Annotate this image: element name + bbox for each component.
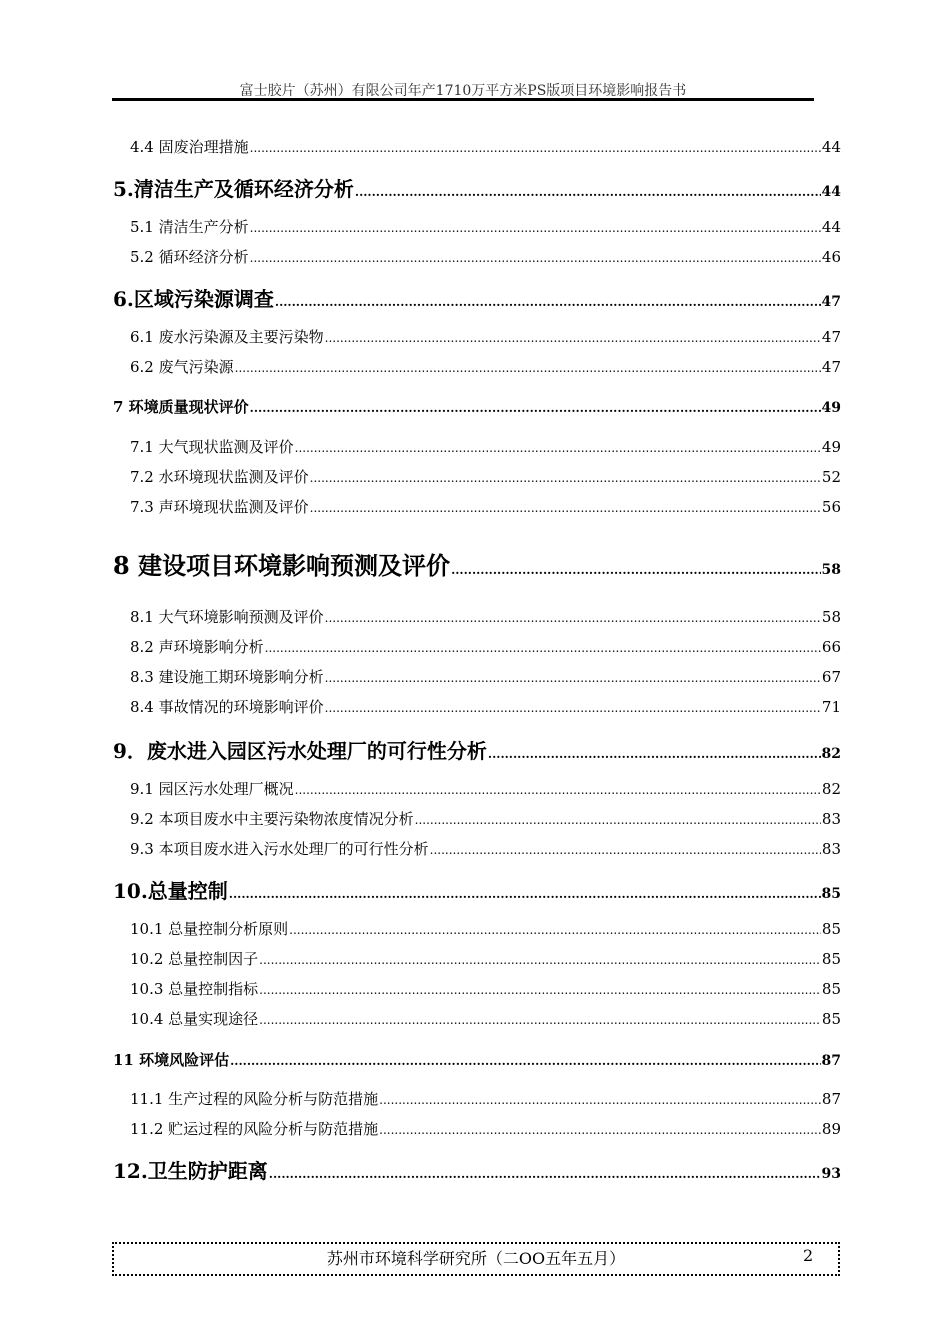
toc-entry[interactable]: [130, 1088, 841, 1109]
toc-entry[interactable]: [130, 948, 841, 969]
toc-entry-label: 8.1 大气环境影响预测及评价: [130, 608, 324, 626]
toc-entry[interactable]: [130, 356, 841, 377]
dot-leader: [289, 923, 821, 937]
toc-chapter[interactable]: [113, 396, 841, 417]
toc-entry-page: 71: [821, 698, 841, 716]
toc-chapter-label: 7 环境质量现状评价: [113, 398, 249, 416]
toc-entry[interactable]: [130, 1008, 841, 1029]
toc-entry-page: 56: [821, 498, 841, 516]
toc-chapter-page: 44: [821, 184, 841, 200]
dot-leader: [415, 813, 821, 827]
toc-entry-page: 47: [821, 358, 841, 376]
toc-entry-page: 44: [821, 138, 841, 156]
dot-leader: [250, 401, 821, 415]
page-number: 2: [803, 1246, 814, 1265]
toc-entry-label: 10.1 总量控制分析原则: [130, 920, 289, 938]
toc-chapter[interactable]: [113, 283, 841, 312]
toc-chapter-page: 93: [821, 1166, 841, 1182]
toc-entry-page: 85: [821, 980, 841, 998]
document-title: 富士胶片（苏州）有限公司年产1710万平方米PS版项目环境影响报告书: [239, 83, 687, 99]
toc-chapter-label: 10.总量控制: [113, 879, 228, 903]
toc-entry-label: 10.3 总量控制指标: [130, 980, 259, 998]
toc-entry-label: 8.4 事故情况的环境影响评价: [130, 698, 324, 716]
toc-chapter-label: 9．废水进入园区污水处理厂的可行性分析: [113, 739, 487, 763]
toc-entry-page: 67: [821, 668, 841, 686]
dot-leader: [295, 441, 821, 455]
dot-leader: [379, 1093, 821, 1107]
toc-entry[interactable]: [130, 778, 841, 799]
toc-entry-label: 11.2 贮运过程的风险分析与防范措施: [130, 1120, 379, 1138]
toc-entry-page: 83: [821, 810, 841, 828]
toc-entry[interactable]: [130, 918, 841, 939]
toc-entry[interactable]: [130, 216, 841, 237]
dot-leader: [259, 983, 821, 997]
toc-entry-page: 82: [821, 780, 841, 798]
dot-leader: [355, 185, 821, 199]
toc-entry-label: 9.1 园区污水处理厂概况: [130, 780, 294, 798]
toc-entry[interactable]: [130, 496, 841, 517]
dot-leader: [310, 501, 821, 515]
toc-entry-label: 9.2 本项目废水中主要污染物浓度情况分析: [130, 810, 414, 828]
toc-entry-page: 58: [821, 608, 841, 626]
toc-entry-page: 49: [821, 438, 841, 456]
toc-entry[interactable]: [130, 808, 841, 829]
toc-entry[interactable]: [130, 1118, 841, 1139]
toc-entry-page: 52: [821, 468, 841, 486]
toc-chapter-page: 58: [821, 562, 841, 578]
dot-leader: [259, 953, 821, 967]
dot-leader: [451, 563, 820, 577]
dot-leader: [250, 141, 821, 155]
dot-leader: [379, 1123, 821, 1137]
toc-entry-page: 85: [821, 920, 841, 938]
toc-entry-page: 87: [821, 1090, 841, 1108]
toc-entry-page: 85: [821, 950, 841, 968]
toc-entry-label: 6.1 废水污染源及主要污染物: [130, 328, 324, 346]
toc-entry[interactable]: [130, 696, 841, 717]
toc-entry-page: 46: [821, 248, 841, 266]
dot-leader: [269, 1167, 821, 1181]
toc-entry[interactable]: [130, 246, 841, 267]
toc-entry-label: 10.4 总量实现途径: [130, 1010, 259, 1028]
toc-entry[interactable]: [130, 636, 841, 657]
dot-leader: [259, 1013, 821, 1027]
toc-entry-label: 10.2 总量控制因子: [130, 950, 259, 968]
toc-entry-label: 8.3 建设施工期环境影响分析: [130, 668, 324, 686]
toc-chapter[interactable]: [113, 1049, 841, 1070]
dot-leader: [250, 221, 821, 235]
toc-entry-page: 66: [821, 638, 841, 656]
toc-chapter-label: 12.卫生防护距离: [113, 1159, 268, 1183]
toc-entry[interactable]: [130, 466, 841, 487]
toc-entry[interactable]: [130, 666, 841, 687]
toc-chapter[interactable]: [113, 173, 841, 202]
dot-leader: [230, 1054, 820, 1068]
toc-entry[interactable]: [130, 436, 841, 457]
dot-leader: [430, 843, 821, 857]
toc-chapter-page: 85: [821, 886, 841, 902]
footer-organization: 苏州市环境科学研究所（二OO五年五月）: [326, 1249, 626, 1268]
toc-entry-label: 8.2 声环境影响分析: [130, 638, 264, 656]
toc-entry-label: 6.2 废气污染源: [130, 358, 234, 376]
toc-chapter[interactable]: [113, 1155, 841, 1184]
toc-chapter[interactable]: [113, 735, 841, 764]
toc-entry-label: 7.1 大气现状监测及评价: [130, 438, 294, 456]
toc-entry-page: 89: [821, 1120, 841, 1138]
toc-entry-label: 7.2 水环境现状监测及评价: [130, 468, 309, 486]
header-divider: [112, 98, 814, 101]
toc-entry-label: 11.1 生产过程的风险分析与防范措施: [130, 1090, 379, 1108]
dot-leader: [250, 251, 821, 265]
toc-entry[interactable]: [130, 606, 841, 627]
toc-entry[interactable]: [130, 136, 841, 157]
dot-leader: [325, 611, 821, 625]
toc-chapter-label: 6.区域污染源调查: [113, 287, 274, 311]
toc-chapter-page: 47: [821, 294, 841, 310]
toc-entry-page: 83: [821, 840, 841, 858]
dot-leader: [295, 783, 821, 797]
toc-entry[interactable]: [130, 978, 841, 999]
dot-leader: [275, 295, 821, 309]
toc-chapter-page: 82: [821, 746, 841, 762]
dot-leader: [229, 887, 821, 901]
dot-leader: [265, 641, 821, 655]
toc-entry-label: 5.1 清洁生产分析: [130, 218, 249, 236]
toc-chapter-page: 87: [821, 1053, 841, 1069]
toc-entry-label: 9.3 本项目废水进入污水处理厂的可行性分析: [130, 840, 429, 858]
toc-chapter-page: 49: [821, 400, 841, 416]
toc-entry-page: 44: [821, 218, 841, 236]
toc-entry-label: 4.4 固废治理措施: [130, 138, 249, 156]
toc-entry-label: 5.2 循环经济分析: [130, 248, 249, 266]
dot-leader: [488, 747, 821, 761]
toc-entry-label: 7.3 声环境现状监测及评价: [130, 498, 309, 516]
dot-leader: [325, 701, 821, 715]
dot-leader: [325, 671, 821, 685]
toc-chapter[interactable]: [113, 875, 841, 904]
toc-entry[interactable]: [130, 326, 841, 347]
toc-entry[interactable]: [130, 838, 841, 859]
dot-leader: [310, 471, 821, 485]
toc-chapter-label: 8 建设项目环境影响预测及评价: [113, 551, 451, 580]
dot-leader: [325, 331, 821, 345]
toc-chapter[interactable]: [113, 546, 841, 581]
dot-leader: [235, 361, 821, 375]
toc-entry-page: 47: [821, 328, 841, 346]
toc-entry-page: 85: [821, 1010, 841, 1028]
toc-chapter-label: 5.清洁生产及循环经济分析: [113, 177, 354, 201]
toc-chapter-label: 11 环境风险评估: [113, 1051, 230, 1069]
